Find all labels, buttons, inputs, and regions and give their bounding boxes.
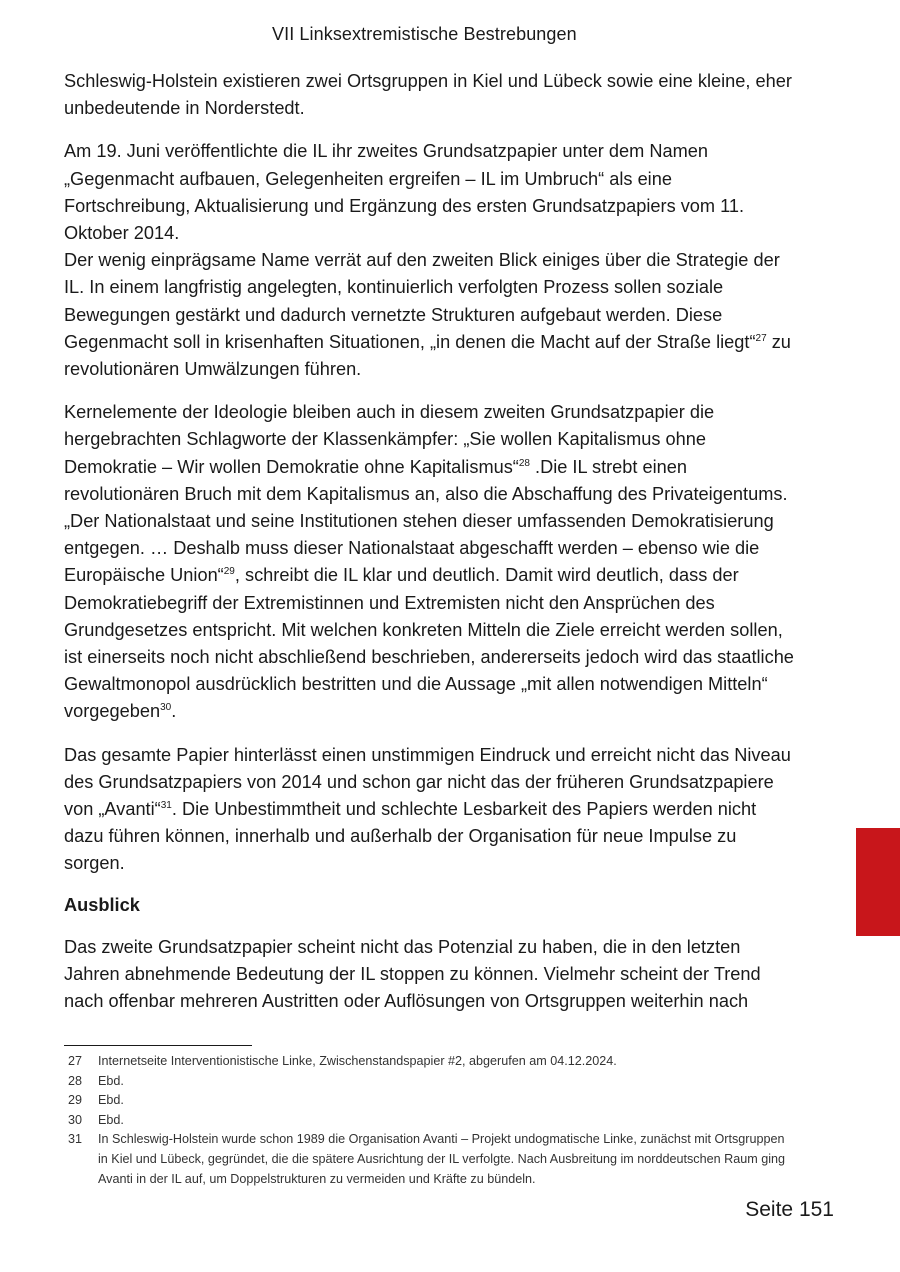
paragraph-2: [64, 138, 794, 383]
section-heading: Ausblick: [64, 895, 140, 915]
footnote-text: Ebd.: [98, 1112, 124, 1127]
paragraph-3-part-b: .Die IL strebt einen revolutionären Bruch mit dem Kapitalismus an, also die Abschaffung des Privateigentums. „Der Nationalstaat und seine Institutionen stehen dieser umfassenden Demokratisierung entgegen. … Deshalb muss dieser Nationalstaat abgeschafft werden – ebenso wie die Europäische Union“: [64, 456, 788, 586]
running-header: VII Linksextremistische Bestrebungen: [272, 24, 577, 44]
body-text: [64, 68, 794, 894]
footnote-ref-30[interactable]: 30: [160, 702, 172, 714]
footnote-number: 29: [68, 1093, 83, 1108]
footnote-ref-29[interactable]: 29: [223, 566, 235, 578]
paragraph-2-part-b: Der wenig einprägsame Name verrät auf den zweiten Blick einiges über die Strategie der IL. In einem langfristig angelegten, kontinuierlich verfolgten Prozess sollen soziale Bewegungen gestärkt und dadurch vernetzte Strukturen aufgebaut werden. Diese Gegenmacht soll in krisenhaften Situationen, „in denen die Macht auf der Straße liegt“: [64, 250, 780, 352]
footnote-item: [64, 1052, 794, 1072]
paragraph-1: Schleswig-Holstein existieren zwei Ortsgruppen in Kiel und Lübeck sowie eine kleine, eher unbedeutende in Norderstedt.: [64, 71, 792, 119]
paragraph-4-part-b: . Die Unbestimmtheit und schlechte Lesbarkeit des Papiers werden nicht dazu führen können, innerhalb und außerhalb der Organisation für neue Impulse zu sorgen.: [64, 799, 757, 874]
paragraph-3-part-d: .: [171, 701, 177, 722]
footnote-item: [64, 1072, 794, 1092]
footnote-number: 30: [68, 1112, 83, 1127]
footnote-ref-31[interactable]: 31: [160, 800, 172, 812]
footnote-ref-27[interactable]: 27: [755, 332, 767, 344]
footnote-text: In Schleswig-Holstein wurde schon 1989 die Organisation Avanti – Projekt undogmatische Linke, zunächst mit Ortsgruppen in Kiel und Lübeck, gegründet, die die spätere Ausrichtung der IL verfolgte. Nach Ausbreitung im norddeutschen Raum ging Avanti in der IL auf, um Doppelstrukturen zu vermeiden und Kräfte zu bündeln.: [98, 1132, 786, 1186]
footnote-divider: [64, 1045, 252, 1046]
paragraph-3-part-c: , schreibt die IL klar und deutlich. Damit wird deutlich, dass der Demokratiebegriff der Extremistinnen und Extremisten nicht den Ansprüchen des Grundgesetzes entspricht. Mit welchen konkreten Mitteln die Ziele erreicht werden sollen, ist einerseits noch nicht abschließend beschrieben, andererseits jedoch wird das staatliche Gewaltmonopol ausdrücklich bestritten und die Aussage „mit allen notwendigen Mitteln“ vorgegeben: [64, 565, 794, 722]
footnote-text: Internetseite Interventionistische Linke, Zwischenstandspapier #2, abgerufen am 04.12.2024.: [98, 1054, 617, 1068]
paragraph-2-part-c: zu revolutionären Umwälzungen führen.: [64, 331, 791, 380]
footnote-number: 31: [68, 1132, 83, 1147]
footnote-item: [64, 1091, 794, 1111]
paragraph-4: [64, 742, 794, 878]
footnote-number: 27: [68, 1054, 83, 1068]
footnote-ref-28[interactable]: 28: [518, 457, 530, 469]
chapter-tab-marker: [856, 828, 900, 936]
section-paragraph: Das zweite Grundsatzpapier scheint nicht das Potenzial zu haben, die in den letzten Jahren abnehmende Bedeutung der IL stoppen zu können. Vielmehr scheint der Trend nach offenbar mehreren Austritten oder Auflösungen von Ortsgruppen weiterhin nach: [64, 937, 761, 1012]
footnote-text: Ebd.: [98, 1093, 124, 1108]
footnote-text: Ebd.: [98, 1073, 124, 1088]
paragraph-4-part-a: Das gesamte Papier hinterlässt einen unstimmigen Eindruck und erreicht nicht das Niveau des Grundsatzpapiers von 2014 und schon gar nicht das der früheren Grundsatzpapiere von „Avanti“: [64, 744, 791, 820]
footnote-number: 28: [68, 1073, 83, 1088]
paragraph-3-part-a: Kernelemente der Ideologie bleiben auch in diesem zweiten Grundsatzpapier die hergebrachten Schlagworte der Klassenkämpfer: „Sie wollen Kapitalismus ohne Demokratie – Wir wollen Demokratie ohne Kapitalismus“: [64, 402, 715, 477]
footnote-item: [64, 1111, 794, 1131]
page-number: Seite 151: [745, 1198, 834, 1221]
footnote-item: [64, 1130, 794, 1189]
footnotes: [64, 1052, 794, 1189]
paragraph-3: [64, 399, 794, 725]
paragraph-2-part-a: Am 19. Juni veröffentlichte die IL ihr zweites Grundsatzpapier unter dem Namen „Gegenmacht aufbauen, Gelegenheiten ergreifen – IL im Umbruch“ als eine Fortschreibung, Aktualisierung und Ergänzung des ersten Grundsatzpapiers vom 11. Oktober 2014.: [64, 141, 745, 244]
